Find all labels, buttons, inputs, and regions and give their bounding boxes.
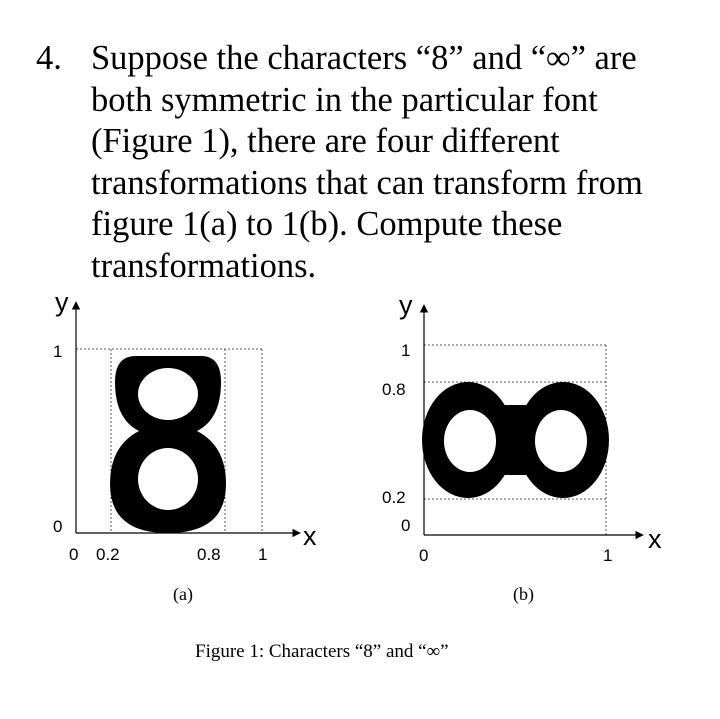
panel-b-x-axis-name: x: [648, 524, 662, 554]
problem-line: (Figure 1), there are four different: [91, 122, 560, 160]
panel-a-x-axis-name: x: [303, 521, 317, 551]
panel-b-y-tick: 0.2: [382, 488, 406, 507]
problem-line: transformations.: [91, 246, 317, 285]
panel-a-x-tick: 0.8: [197, 545, 221, 564]
panel-a-y-axis-name: y: [55, 287, 69, 317]
panel-a: [53, 287, 317, 605]
panel-a-x-tick: 0.2: [96, 545, 120, 564]
problem-number: 4.: [36, 39, 62, 77]
problem-line: transformations that can transform from: [91, 163, 643, 202]
panel-b-y-tick: 0.8: [382, 380, 406, 399]
problem-line: both symmetric in the particular font: [91, 80, 598, 119]
problem-line: figure 1(a) to 1(b). Compute these: [91, 205, 563, 243]
panel-a-glyph-8: [110, 356, 226, 533]
panel-b-y-tick: 0: [401, 516, 411, 535]
panel-b-glyph-infinity: [422, 382, 609, 498]
panel-a-y-tick: 0: [53, 517, 63, 536]
panel-a-y-tick: 1: [53, 342, 63, 361]
panel-b-x-tick: 1: [603, 546, 613, 565]
problem-line: Suppose the characters “8” and “∞” are: [91, 39, 637, 77]
panel-b-x-tick: 0: [419, 546, 429, 565]
panel-a-label: (a): [173, 584, 193, 604]
panel-b-y-axis-name: y: [399, 290, 413, 320]
panel-b-y-tick: 1: [401, 341, 411, 360]
panel-b-label: (b): [513, 584, 534, 604]
panel-b: [382, 290, 662, 605]
panel-a-x-tick: 0: [69, 545, 79, 564]
panel-a-x-tick: 1: [258, 545, 268, 564]
figure-caption: Figure 1: Characters “8” and “∞”: [195, 641, 449, 662]
